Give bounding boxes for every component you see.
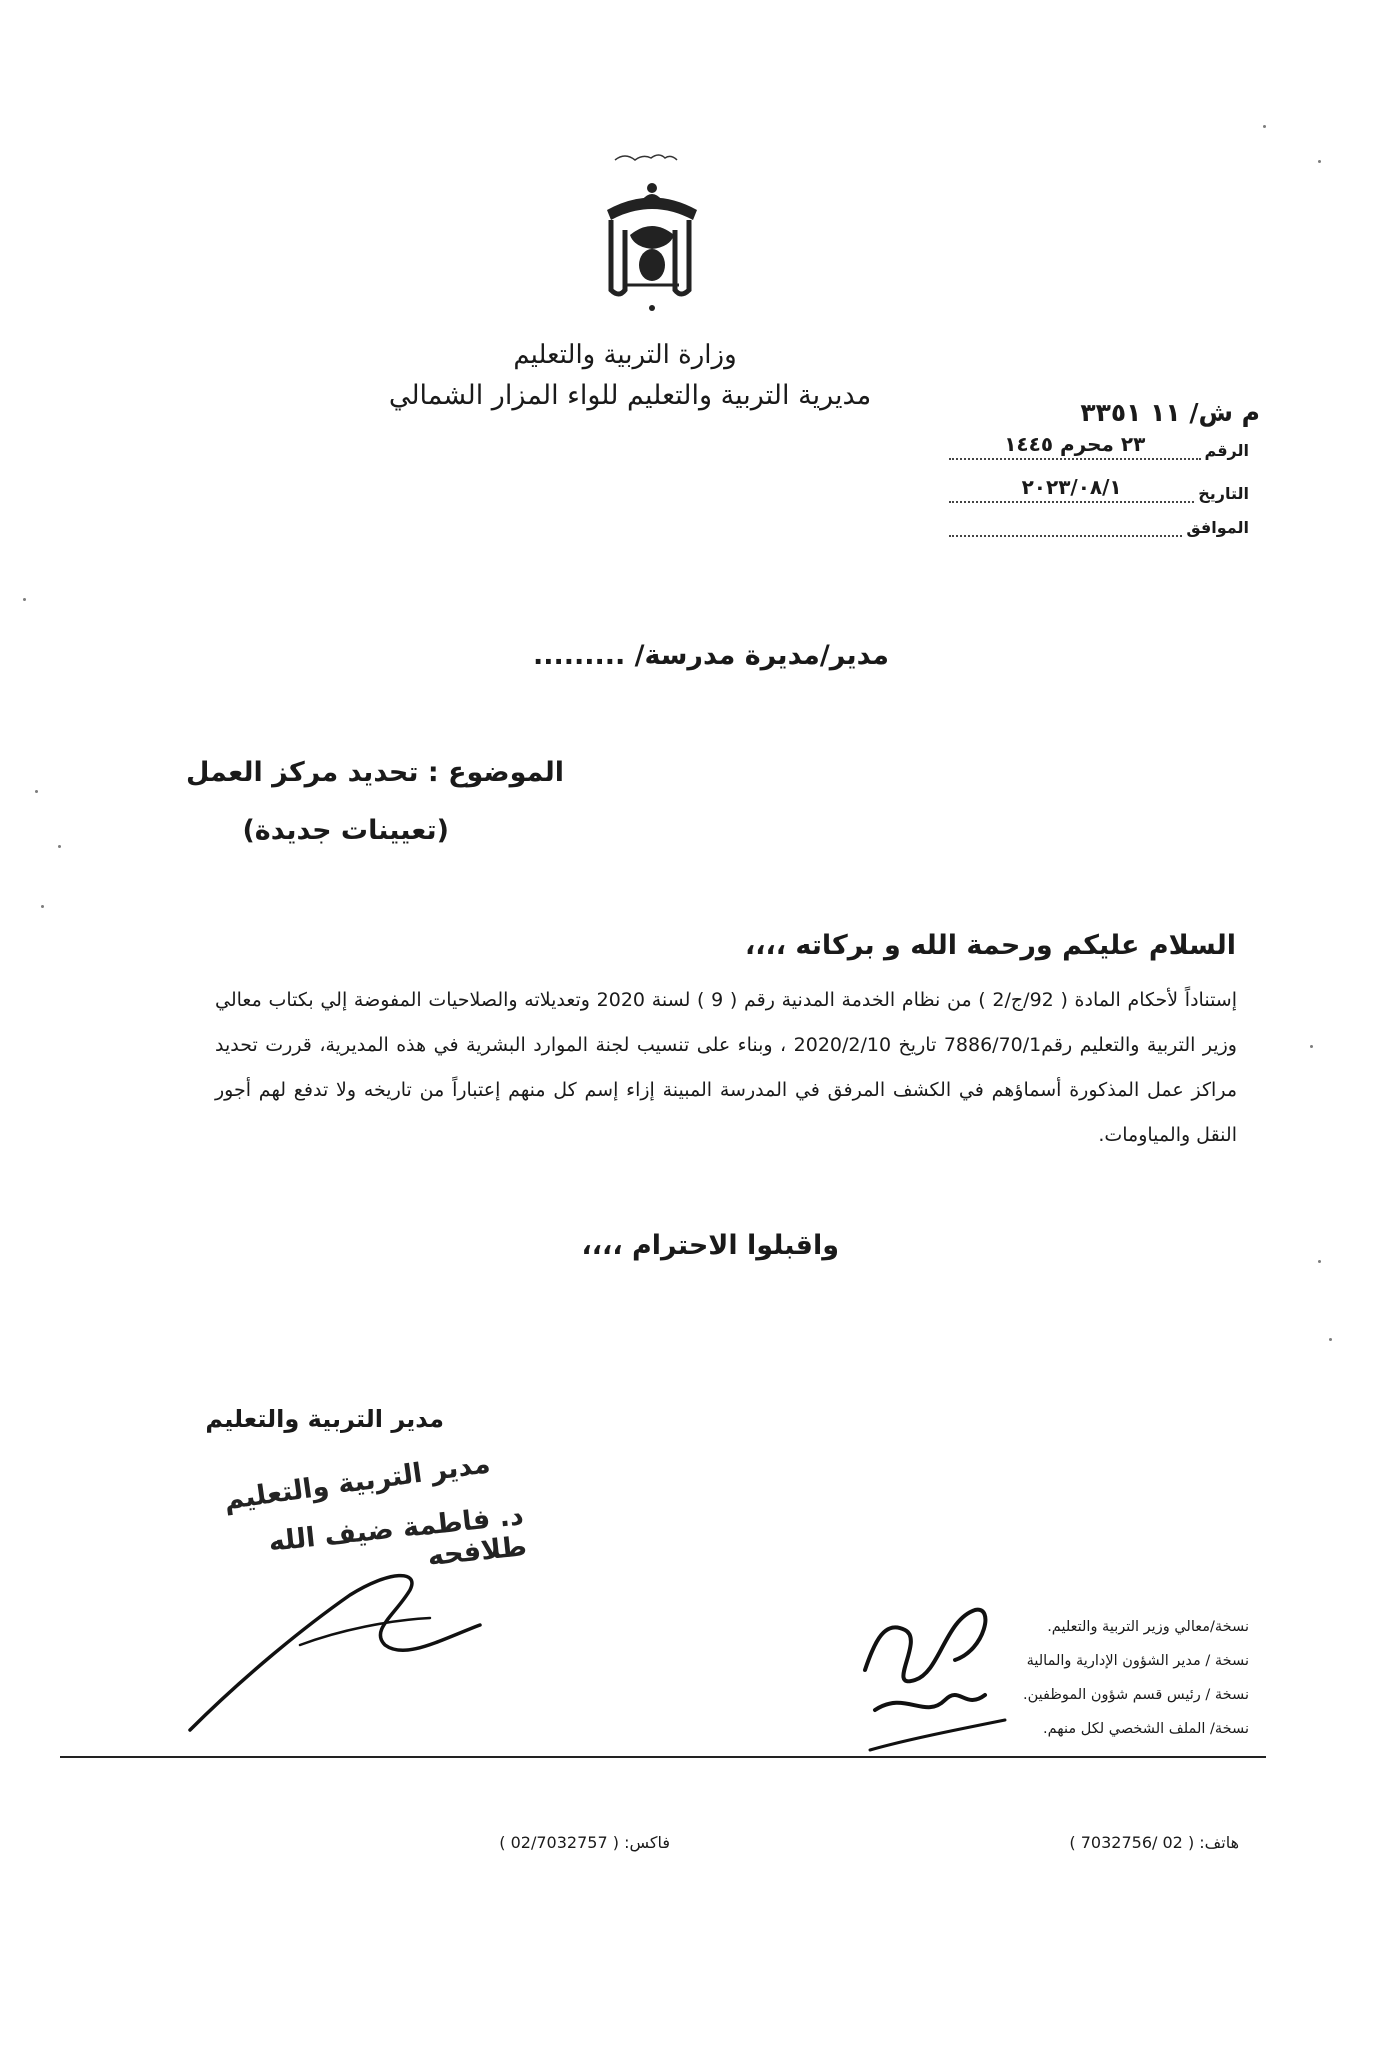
fax-info: [370, 1833, 670, 1852]
ref-label: الرقم: [1204, 441, 1249, 460]
footer-divider: [60, 1756, 1266, 1758]
copy-line: نسخة / مدير الشؤون الإدارية والمالية: [1026, 1653, 1249, 1669]
scan-speck: [1318, 160, 1321, 163]
copy-line: نسخة/ الملف الشخصي لكل منهم.: [1043, 1721, 1249, 1737]
date-row: [949, 475, 1249, 503]
scan-speck: [1329, 1338, 1332, 1341]
ministry-name: وزارة التربية والتعليم: [513, 340, 737, 370]
subject-detail: (تعيينات جديدة): [242, 815, 449, 846]
closing: واقبلوا الاحترام ،،،،: [581, 1230, 839, 1261]
subject-line: الموضوع : تحديد مركز العمل: [185, 757, 564, 788]
date-label: التاريخ: [1198, 484, 1249, 503]
copies-list: [919, 1610, 1249, 1746]
scan-speck: [1310, 1045, 1313, 1048]
corresponding-value: [949, 533, 1182, 537]
greeting: السلام عليكم ورحمة الله و بركاته ،،،،: [744, 930, 1236, 961]
scan-speck: [35, 790, 38, 793]
body-paragraph: إستناداً لأحكام المادة ( 92/ج/2 ) من نظام الخدمة المدنية رقم ( 9 ) لسنة 2020 وتعديلاته والصلاحيات المفوضة إلي بكتاب معالي وزير التربية والتعليم رقم7886/70/1 تاريخ 2020/2/10 ، وبناء على تنسيب لجنة الموارد البشرية في هذه المديرية، قررت تحديد مراكز عمل المذكورة أسماؤهم في الكشف المرفق في المدرسة المبينة إزاء إسم كل منهم إعتباراً من تاريخه ولا تدفع لهم أجور النقل والمياومات.: [215, 989, 1238, 1146]
scan-speck: [58, 845, 61, 848]
stamp-title: مدير التربية والتعليم: [222, 1448, 493, 1517]
fax-label: فاكس:: [624, 1833, 670, 1852]
handwritten-signature: [180, 1430, 520, 1740]
copy-line: نسخة / رئيس قسم شؤون الموظفين.: [1023, 1687, 1249, 1703]
date-value: ٢٠٢٣/٠٨/١: [949, 475, 1194, 503]
scan-speck: [41, 905, 44, 908]
phone-info: [919, 1833, 1239, 1852]
corresponding-label: الموافق: [1186, 518, 1249, 537]
signatory-title: مدير التربية والتعليم: [205, 1405, 444, 1433]
phone-label: هاتف:: [1199, 1833, 1239, 1852]
addressee: مدير/مديرة مدرسة/ .........: [532, 640, 889, 671]
stamp-name: د. فاطمة ضيف الله طلافحه: [267, 1500, 529, 1573]
scan-speck: [1318, 1260, 1321, 1263]
ref-value: ٢٣ محرم ١٤٤٥: [949, 432, 1201, 460]
scan-speck: [23, 598, 26, 601]
corresponding-row: [949, 518, 1249, 537]
ref-row: [949, 432, 1249, 460]
directorate-name: مديرية التربية والتعليم للواء المزار الشمالي: [388, 380, 872, 411]
reference-number: م ش/ ١١ ٣٣٥١: [1080, 398, 1260, 427]
scan-speck: [1263, 125, 1266, 128]
phone-value: ( 02 /7032756 ): [1069, 1833, 1195, 1852]
jordan-emblem-icon: [585, 140, 715, 320]
fax-value: ( 02/7032757 ): [499, 1833, 619, 1852]
copy-line: نسخة/معالي وزير التربية والتعليم.: [1047, 1619, 1249, 1635]
